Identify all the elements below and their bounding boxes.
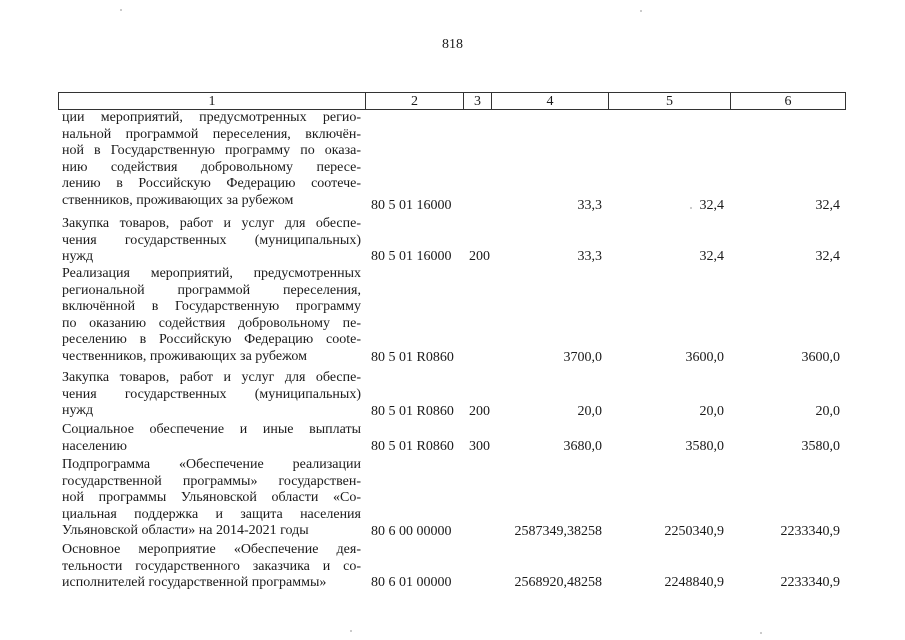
table-header: [58, 92, 846, 110]
description-line: Социальное обеспечение и иные выплаты: [62, 422, 361, 437]
scan-speck: [640, 10, 642, 12]
row-type: 200: [469, 404, 490, 419]
row-value-col5: 2250340,9: [664, 524, 724, 539]
row-value-col4: 33,3: [577, 198, 602, 213]
row-type: 300: [469, 439, 490, 454]
header-col-1: 1: [59, 93, 366, 110]
row-value-col6: 20,0: [815, 404, 840, 419]
row-value-col5: 3600,0: [685, 350, 724, 365]
description-line: чественников, проживающих за рубежом: [62, 348, 307, 364]
description-line: лению в Российскую Федерацию соотече-: [62, 176, 361, 191]
row-value-col6: 3600,0: [801, 350, 840, 365]
row-description: [62, 266, 361, 365]
row-value-col5: 3580,0: [685, 439, 724, 454]
scan-speck: [760, 632, 762, 634]
description-line: ции мероприятий, предусмотренных регио-: [62, 110, 361, 125]
row-value-col5: 32,4: [699, 249, 724, 264]
row-value-col4: 2587349,38258: [514, 524, 602, 539]
description-line: нию содействия добровольному пересе-: [62, 159, 361, 175]
description-line: Реализация мероприятий, предусмотренных: [62, 266, 361, 281]
row-value-col4: 20,0: [577, 404, 602, 419]
row-value-col4: 33,3: [577, 249, 602, 264]
row-value-col5: 20,0: [699, 404, 724, 419]
scan-speck: [690, 207, 692, 209]
scan-speck: [350, 630, 352, 632]
description-line: региональной программой переселения,: [62, 282, 361, 298]
row-code: 80 5 01 R0860: [371, 439, 454, 454]
row-type: 200: [469, 249, 490, 264]
row-value-col6: 2233340,9: [780, 524, 840, 539]
description-line: по оказанию содействия добровольному пе-: [62, 315, 361, 331]
header-col-2: 2: [366, 93, 464, 110]
row-value-col4: 2568920,48258: [514, 575, 602, 590]
row-value-col6: 32,4: [815, 198, 840, 213]
row-description: [62, 110, 361, 209]
description-line: реселению в Российскую Федерацию соote-: [62, 332, 361, 347]
row-value-col6: 2233340,9: [780, 575, 840, 590]
description-line: нужд: [62, 403, 94, 418]
description-line: ной программы Ульяновской области «Со-: [62, 490, 361, 505]
row-description: [62, 216, 361, 266]
row-code: 80 5 01 16000: [371, 249, 452, 264]
row-code: 80 5 01 16000: [371, 198, 452, 213]
row-code: 80 5 01 R0860: [371, 404, 454, 419]
description-line: нужд: [62, 249, 94, 264]
scan-speck: [120, 9, 122, 11]
description-line: тельности государственного заказчика и со-: [62, 558, 361, 574]
row-description: [62, 370, 361, 420]
row-value-col6: 32,4: [815, 249, 840, 264]
row-value-col5: 32,4: [699, 198, 724, 213]
header-col-5: 5: [609, 93, 731, 110]
description-line: исполнителей государственной программы»: [62, 575, 327, 590]
page-number: 818: [442, 37, 463, 52]
header-col-4: 4: [492, 93, 609, 110]
row-value-col5: 2248840,9: [664, 575, 724, 590]
description-line: населению: [62, 438, 127, 454]
row-value-col4: 3680,0: [563, 439, 602, 454]
row-description: [62, 422, 361, 455]
row-description: [62, 542, 361, 592]
description-line: включённой в Государственную программу: [62, 299, 361, 314]
description-line: циальная поддержка и защита населения: [62, 506, 361, 522]
description-line: Ульяновской области» на 2014-2021 годы: [62, 523, 309, 538]
description-line: ственников, проживающих за рубежом: [62, 192, 294, 208]
header-col-3: 3: [464, 93, 492, 110]
row-description: [62, 457, 361, 540]
row-value-col6: 3580,0: [801, 439, 840, 454]
description-line: ной в Государственную программу по оказа-: [62, 143, 361, 158]
description-line: Подпрограмма «Обеспечение реализации: [62, 457, 361, 472]
description-line: нальной программой переселения, включён-: [62, 126, 361, 142]
description-line: государственной программы» государствен-: [62, 473, 361, 489]
description-line: Закупка товаров, работ и услуг для обеспе-: [62, 370, 361, 385]
row-value-col4: 3700,0: [563, 350, 602, 365]
description-line: Закупка товаров, работ и услуг для обеспе-: [62, 216, 361, 231]
header-col-6: 6: [784, 94, 792, 109]
description-line: чения государственных (муниципальных): [62, 232, 361, 248]
row-code: 80 6 00 00000: [371, 524, 452, 539]
row-code: 80 6 01 00000: [371, 575, 452, 590]
description-line: чения государственных (муниципальных): [62, 386, 361, 402]
row-code: 80 5 01 R0860: [371, 350, 454, 365]
description-line: Основное мероприятие «Обеспечение дея-: [62, 542, 361, 557]
